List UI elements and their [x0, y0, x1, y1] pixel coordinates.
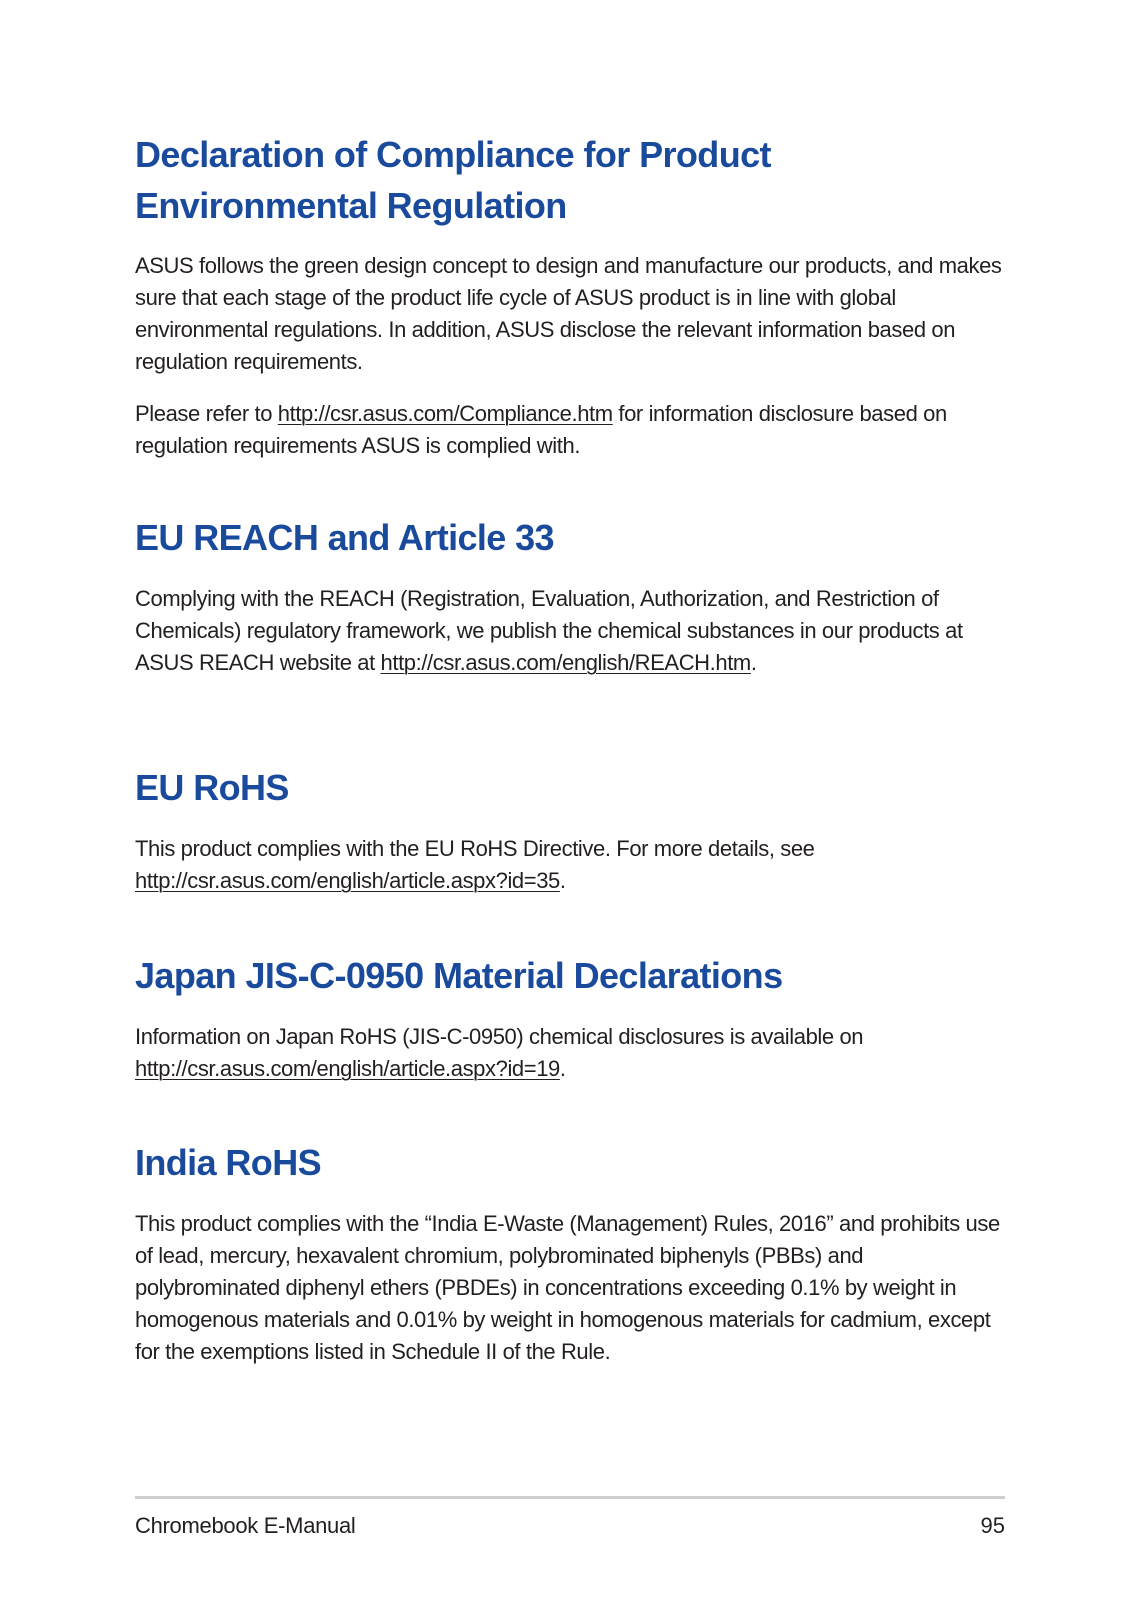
reach-paragraph-text: Complying with the REACH (Registration, Evaluation, Authorization, and Restriction of Chemicals) regulatory framework, we publish the chemical substances in our products at ASUS REACH website at — [135, 586, 963, 675]
compliance-section — [135, 129, 1005, 462]
manual-page — [135, 0, 1005, 1600]
compliance-paragraph-2 — [135, 398, 1005, 462]
india-heading: India RoHS — [135, 1142, 322, 1183]
reach-heading: EU REACH and Article 33 — [135, 517, 554, 558]
reach-paragraph-suffix: . — [750, 650, 757, 675]
eu-rohs-section — [135, 762, 1005, 897]
compliance-heading-line2: Environmental Regulation — [135, 185, 567, 226]
eu-rohs-link[interactable]: http://csr.asus.com/english/article.aspx?id=35 — [135, 868, 560, 893]
reach-paragraph — [135, 583, 1005, 679]
compliance-link[interactable]: http://csr.asus.com/Compliance.htm — [277, 401, 613, 426]
compliance-paragraph-2-prefix: Please refer to — [135, 401, 278, 426]
india-section — [135, 1137, 1005, 1368]
japan-paragraph-suffix: . — [559, 1056, 566, 1081]
japan-paragraph — [135, 1021, 1005, 1085]
reach-link[interactable]: http://csr.asus.com/english/REACH.htm — [380, 650, 751, 675]
japan-paragraph-text: Information on Japan RoHS (JIS-C-0950) chemical disclosures is available on — [135, 1024, 864, 1049]
japan-section — [135, 950, 1005, 1085]
footer-divider — [135, 1496, 1005, 1499]
reach-section — [135, 512, 1005, 679]
compliance-paragraph-2-suffix: for information disclosure based on regulation requirements ASUS is complied with. — [135, 401, 947, 458]
compliance-heading-line1: Declaration of Compliance for Product — [135, 134, 771, 175]
eu-rohs-paragraph-text: This product complies with the EU RoHS Directive. For more details, see — [135, 836, 815, 861]
eu-rohs-paragraph — [135, 833, 1005, 897]
eu-rohs-heading: EU RoHS — [135, 767, 289, 808]
japan-heading: Japan JIS-C-0950 Material Declarations — [135, 955, 783, 996]
compliance-heading — [135, 129, 1005, 231]
footer-manual-name: Chromebook E-Manual — [135, 1513, 356, 1538]
japan-link[interactable]: http://csr.asus.com/english/article.aspx?id=19 — [135, 1056, 560, 1081]
compliance-paragraph-1: ASUS follows the green design concept to design and manufacture our products, and makes sure that each stage of the product life cycle of ASUS product is in line with global environmental regulations. In addition, ASUS disclose the relevant information based on regulation requirements. — [135, 253, 1002, 374]
india-paragraph: This product complies with the “India E-Waste (Management) Rules, 2016” and prohibits use of lead, mercury, hexavalent chromium, polybrominated biphenyls (PBBs) and polybrominated diphenyl ethers (PBDEs) in concentrations exceeding 0.1% by weight in homogenous materials and 0.01% by weight in homogenous materials for cadmium, except for the exemptions listed in Schedule II of the Rule. — [135, 1211, 1000, 1364]
eu-rohs-paragraph-suffix: . — [559, 868, 566, 893]
footer-page-number: 95 — [980, 1513, 1005, 1538]
